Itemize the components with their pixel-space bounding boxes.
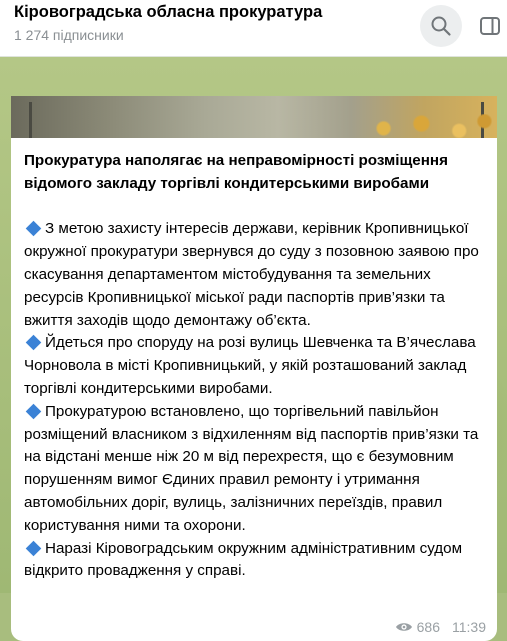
message-bubble[interactable] <box>11 96 497 641</box>
eye-icon <box>395 621 413 633</box>
blue-diamond-icon <box>26 335 42 351</box>
side-panel-icon <box>479 16 501 36</box>
search-button[interactable] <box>420 5 462 47</box>
message-photo[interactable] <box>11 96 497 138</box>
search-icon <box>430 15 452 37</box>
blue-diamond-icon <box>26 221 42 237</box>
message-paragraph: Прокуратурою встановлено, що торгівельний павільйон розміщений власником з відхиленням від паспортів прив’язки та на відстані менше ніж 20 м від перехрестя, що є безумовним порушенням вимог Єдиних правил ремонту і утримання автомобільних доріг, вулиць, залізничних переїздів, правил користування ними та охорони. <box>24 402 479 534</box>
side-panel-button[interactable] <box>472 5 507 47</box>
message-title: Прокуратура наполягає на неправомірності розміщення відомого закладу торгівлі кондитерськими виробами <box>24 152 448 192</box>
chat-header <box>0 0 507 57</box>
subscriber-count: 1 274 підписники <box>14 27 124 43</box>
message-paragraph: З метою захисту інтересів держави, керівник Кропивницької окружної прокуратури звернувся до суду з позовною заявою про скасування департаментом містобудування та земельних ресурсів Кропивницької міської ради паспортів прив’язки та вжиття заходів щодо демонтажу об’єкта. <box>24 220 479 329</box>
view-count: 686 <box>416 619 440 635</box>
photo-leaves <box>371 114 497 138</box>
blue-diamond-icon <box>26 403 42 419</box>
photo-pole <box>29 102 32 138</box>
message-meta <box>395 619 486 635</box>
blue-diamond-icon <box>26 540 42 556</box>
chat-background <box>0 56 507 635</box>
message-paragraph: Йдеться про споруду на розі вулиць Шевченка та В’ячеслава Чорновола в місті Кропивницький, у якій розташований заклад торгівлі кондитерськими виробами. <box>24 334 476 397</box>
channel-title[interactable]: Кіровоградська обласна прокуратура <box>14 3 323 21</box>
message-text <box>24 150 490 583</box>
message-time: 11:39 <box>452 619 486 635</box>
message-paragraph: Наразі Кіровоградським окружним адміністративним судом відкрито провадження у справі. <box>24 539 463 580</box>
